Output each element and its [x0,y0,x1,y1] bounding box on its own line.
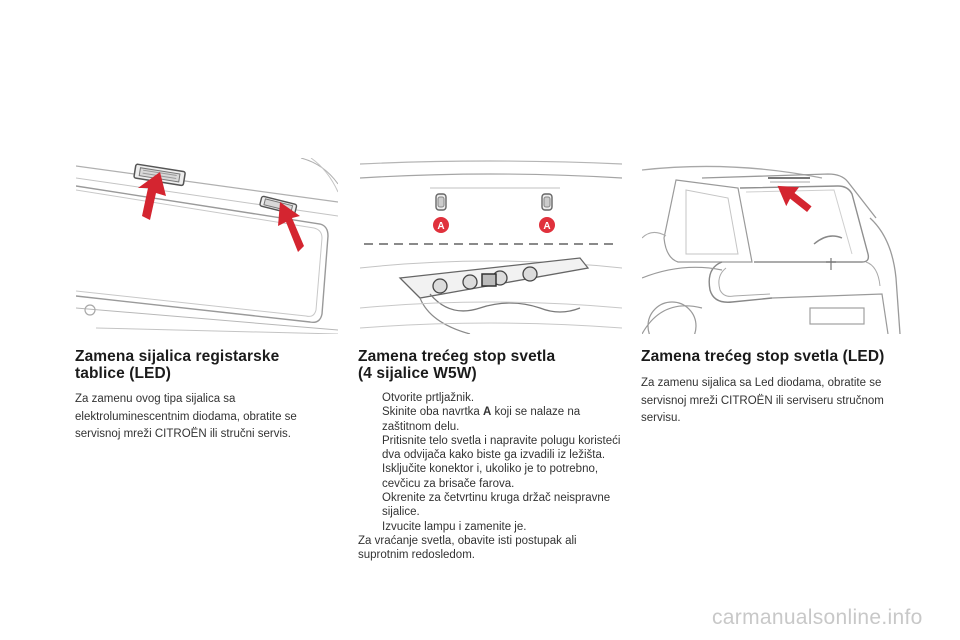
step-text: Otvorite prtljažnik. [382,392,475,404]
step-text: Pritisnite telo svetla i napravite polugu koristeći dva odvijača kako biste ga izvadili iz ležišta. [382,434,621,462]
step-text-after: koji se nalaze na zaštitnom delu. [382,406,581,433]
nut-a-reference: A [483,406,492,419]
heading-line-1: Zamena sijalica registarske [75,348,280,365]
section-license-plate-led [75,348,335,444]
list-item [358,520,626,534]
site-watermark: carmanualsonline.info [712,606,923,629]
license-plate-light-illustration [76,158,338,334]
section-third-stop-light-w5w [358,348,626,563]
step-text [382,405,626,434]
closing-note: Za vraćanje svetla, obavite isti postupak ali suprotnim redosledom. [358,534,577,562]
step-text: Izvucite lampu i zamenite je. [382,520,527,533]
section-heading [641,348,909,365]
list-item [358,434,626,463]
section-third-stop-light-led [641,348,909,428]
procedure-steps [358,391,626,534]
nut-a-label-right: A [543,221,551,232]
section-heading [75,348,335,382]
list-item [358,405,626,434]
section-body: Za zamenu ovog tipa sijalica sa elektroluminescentnim diodama, obratite se servisnoj mreži CITROËN ili stručni servis. [75,393,297,440]
car-rear-led-stop-light-illustration [642,158,904,334]
step-text: Okrenite za četvrtinu kruga držač neispravne sijalice. [382,492,611,519]
heading-line-1: Zamena trećeg stop svetla [358,348,556,365]
section-heading [358,348,626,382]
nut-a-label-left: A [437,221,445,232]
list-item [358,391,626,405]
step-text: Isključite konektor i, ukoliko je to potrebno, cevčicu za brisače farova. [382,463,599,490]
list-item [358,462,626,491]
section-body: Za zamenu sijalica sa Led diodama, obratite se servisnoj mreži CITROËN ili serviseru stručnom servisu. [641,377,884,424]
heading-line-2: (4 sijalice W5W) [358,365,477,382]
heading-line-1: Zamena trećeg stop svetla (LED) [641,348,885,365]
step-text-before: Skinite oba navrtka [382,406,484,419]
list-item [358,491,626,520]
third-stop-light-illustration [360,158,622,334]
heading-line-2: tablice (LED) [75,365,172,382]
